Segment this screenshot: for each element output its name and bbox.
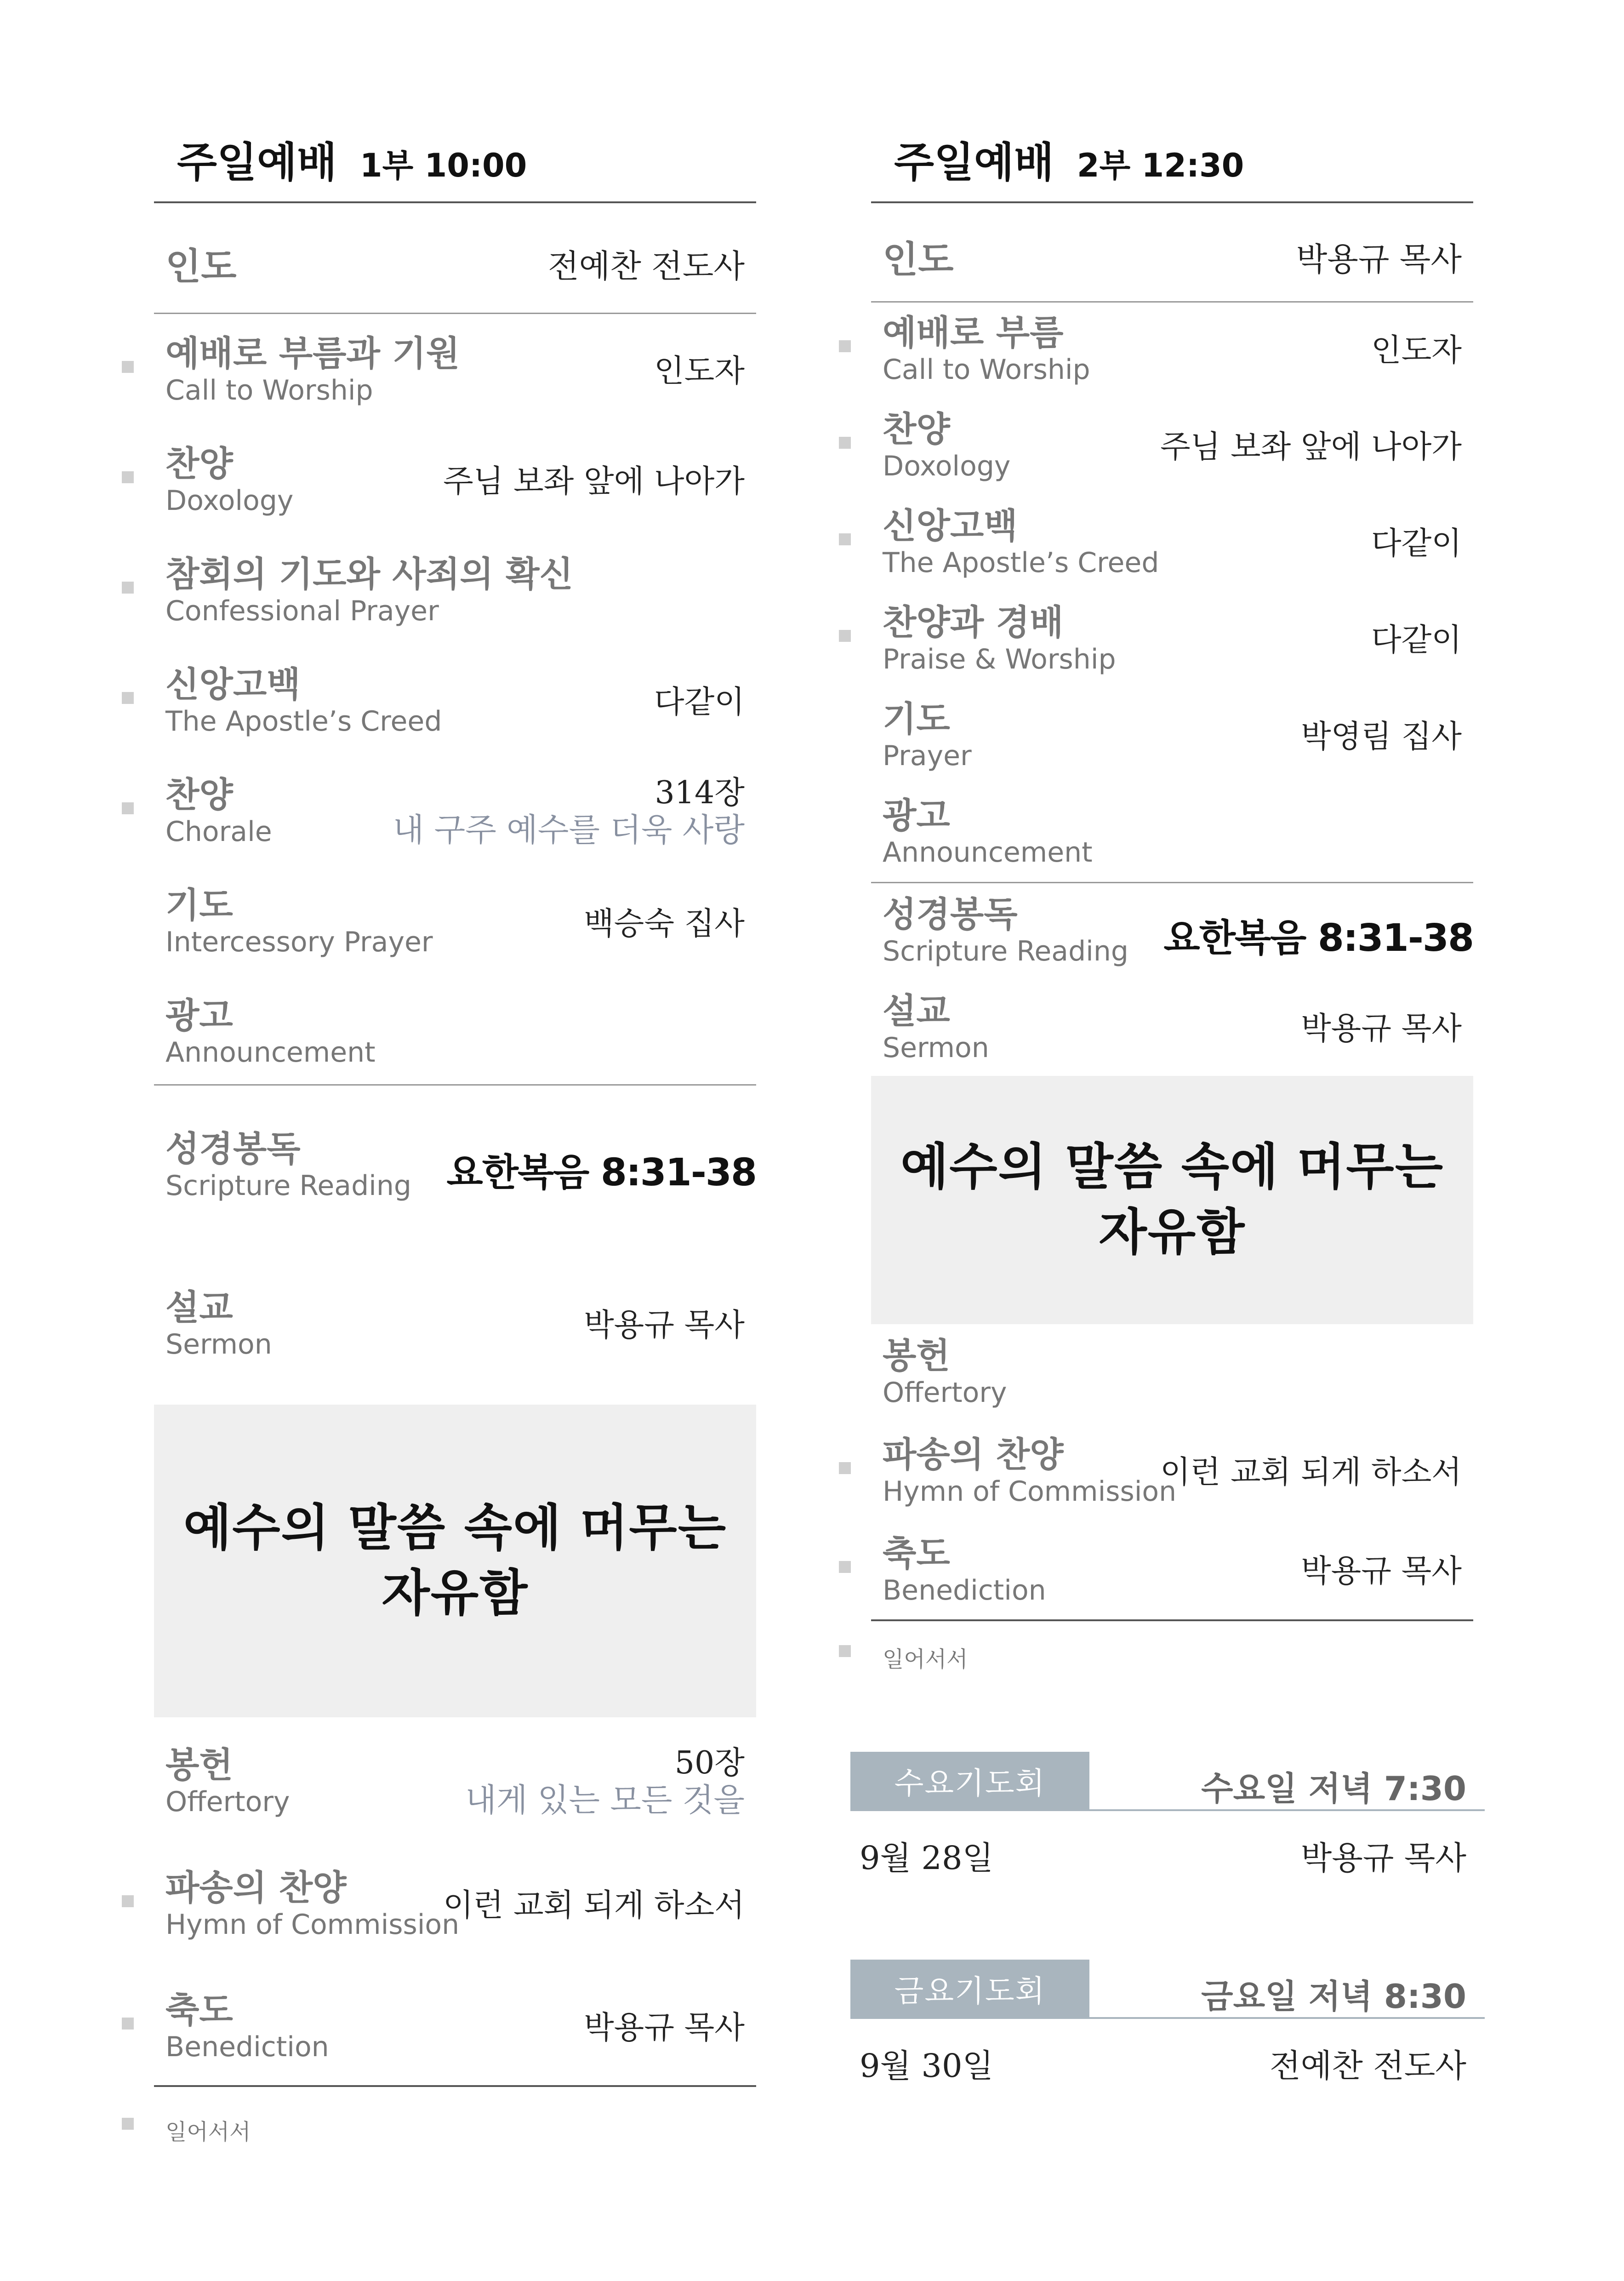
service-2-time: 2부 12:30: [1077, 147, 1244, 184]
item-value: 다같이: [1371, 622, 1462, 658]
divider: [850, 1809, 1485, 1811]
item-value: 인도자: [1371, 332, 1462, 369]
hymn-title: 내 구주 예수를 더욱 사랑: [393, 811, 745, 849]
sermon-title-line-2: 자유함: [1099, 1204, 1246, 1261]
friday-prayer-meeting: [850, 1960, 1485, 2107]
order-item-doxology: [883, 409, 1462, 483]
divider: [871, 201, 1473, 203]
item-subtitle: Call to Worship: [883, 354, 1090, 386]
item-subtitle: Sermon: [165, 1328, 272, 1361]
item-value: 박용규 목사: [583, 2010, 745, 2046]
leader-label: 인도: [883, 238, 954, 281]
bullet-icon: [839, 1561, 851, 1573]
item-subtitle: Offertory: [165, 1786, 290, 1818]
item-subtitle: Benediction: [165, 2031, 329, 2063]
scripture-reference: 요한복음 8:31-38: [1163, 916, 1473, 960]
order-item-offertory: [165, 1745, 745, 1818]
sermon-title-line-1: 예수의 말씀 속에 머무는: [183, 1499, 727, 1557]
order-item-scripture-reading: [165, 1128, 756, 1202]
item-value: 박용규 목사: [1300, 1553, 1462, 1589]
order-item-offertory: [883, 1336, 1462, 1409]
item-title: 설교: [165, 1287, 233, 1328]
bullet-icon: [122, 361, 134, 373]
item-subtitle: The Apostle’s Creed: [165, 705, 442, 737]
bullet-icon: [122, 802, 134, 814]
item-value: 이런 교회 되게 하소서: [1160, 1454, 1462, 1491]
friday-leader: 전예찬 전도사: [1270, 2047, 1466, 2085]
divider: [871, 882, 1473, 883]
item-title: 찬양: [883, 409, 950, 450]
item-subtitle: Praise & Worship: [883, 643, 1116, 675]
item-value: 다같이: [654, 684, 745, 720]
item-subtitle: Hymn of Commission: [883, 1475, 1177, 1508]
order-item-chorale: [165, 775, 745, 848]
hymn-info: [465, 1745, 745, 1818]
item-subtitle: Announcement: [883, 836, 1093, 869]
item-title: 찬양: [165, 774, 233, 815]
item-subtitle: Hymn of Commission: [165, 1909, 460, 1941]
item-title: 광고: [165, 995, 233, 1036]
order-item-benediction: [883, 1533, 1462, 1607]
bullet-icon: [122, 692, 134, 704]
sermon-title-box: [154, 1405, 756, 1717]
bullet-icon: [122, 582, 134, 594]
bullet-icon: [839, 437, 851, 449]
item-title: 설교: [883, 990, 950, 1031]
friday-label: 금요기도회: [850, 1960, 1089, 2017]
order-item-call-to-worship: [165, 333, 745, 407]
service-1-header: [177, 129, 527, 189]
bullet-icon: [839, 1462, 851, 1474]
item-subtitle: Intercessory Prayer: [165, 926, 433, 958]
item-subtitle: Scripture Reading: [165, 1170, 411, 1202]
item-subtitle: Call to Worship: [165, 374, 373, 406]
order-item-apostles-creed: [883, 506, 1462, 579]
hymn-number: 314장: [655, 775, 745, 811]
friday-time: 금요일 저녁 8:30: [1201, 1977, 1466, 2016]
bullet-icon: [122, 2018, 134, 2029]
service-1-title: 주일예배: [177, 138, 337, 187]
item-title: 찬양과 경배: [883, 602, 1064, 643]
item-value: 이런 교회 되게 하소서: [443, 1887, 745, 1924]
bullet-icon: [839, 533, 851, 545]
order-item-intercessory-prayer: [165, 885, 745, 959]
order-item-hymn-of-commission: [165, 1868, 745, 1941]
item-subtitle: The Apostle’s Creed: [883, 547, 1159, 579]
item-title: 성경봉독: [165, 1128, 301, 1169]
bullet-icon: [122, 471, 134, 483]
item-subtitle: Sermon: [883, 1032, 989, 1064]
order-item-praise-and-worship: [883, 602, 1462, 676]
item-subtitle: Prayer: [883, 740, 972, 772]
item-value: 인도자: [654, 353, 745, 389]
order-item-hymn-of-commission: [883, 1435, 1462, 1508]
item-title: 예배로 부름과 기원: [165, 333, 460, 374]
item-title: 광고: [883, 795, 950, 836]
service-1-leader: [165, 237, 745, 290]
leader-label: 인도: [165, 245, 237, 288]
order-item-benediction: [165, 1990, 745, 2064]
item-title: 파송의 찬양: [883, 1434, 1064, 1475]
stand-label: 일어서서: [165, 2119, 251, 2145]
item-subtitle: Scripture Reading: [883, 935, 1128, 967]
order-item-sermon: [165, 1287, 745, 1361]
stand-note: [165, 2114, 251, 2146]
order-item-prayer: [883, 699, 1462, 772]
wednesday-leader: 박용규 목사: [1300, 1839, 1466, 1877]
item-subtitle: Chorale: [165, 816, 272, 848]
item-title: 신앙고백: [165, 664, 301, 705]
item-subtitle: Offertory: [883, 1377, 1007, 1409]
bullet-icon: [839, 630, 851, 642]
item-subtitle: Doxology: [165, 485, 294, 517]
item-title: 기도: [883, 698, 950, 739]
item-title: 봉헌: [883, 1335, 950, 1376]
item-title: 파송의 찬양: [165, 1867, 347, 1908]
divider: [154, 201, 756, 203]
order-item-confessional-prayer: [165, 554, 745, 628]
leader-name: 전예찬 전도사: [548, 247, 745, 285]
service-2-header: [894, 129, 1244, 189]
item-subtitle: Doxology: [883, 450, 1011, 482]
item-subtitle: Announcement: [165, 1036, 376, 1069]
hymn-title: 내게 있는 모든 것을: [465, 1781, 745, 1819]
order-item-sermon: [883, 991, 1462, 1064]
item-title: 축도: [883, 1533, 950, 1574]
wednesday-label: 수요기도회: [850, 1752, 1089, 1809]
item-value: 백승숙 집사: [583, 906, 745, 942]
hymn-info: [393, 775, 745, 848]
hymn-number: 50장: [674, 1745, 745, 1781]
item-subtitle: Benediction: [883, 1574, 1046, 1606]
item-value: 다같이: [1371, 526, 1462, 562]
divider: [871, 301, 1473, 303]
service-2-title: 주일예배: [894, 138, 1054, 187]
item-value: 박용규 목사: [1300, 1011, 1462, 1047]
service-1-time: 1부 10:00: [359, 147, 527, 184]
order-item-doxology: [165, 444, 745, 517]
item-title: 예배로 부름: [883, 312, 1064, 353]
service-2-leader: [883, 230, 1462, 283]
order-item-apostles-creed: [165, 664, 745, 738]
wednesday-time: 수요일 저녁 7:30: [1201, 1769, 1466, 1808]
divider: [871, 1619, 1473, 1621]
order-item-announcement: [165, 995, 745, 1069]
bullet-icon: [122, 1895, 134, 1907]
bullet-icon: [839, 340, 851, 352]
item-title: 신앙고백: [883, 505, 1018, 546]
leader-name: 박용규 목사: [1296, 240, 1462, 278]
sermon-title: [183, 1496, 727, 1626]
sermon-title-line-1: 예수의 말씀 속에 머무는: [900, 1138, 1444, 1196]
stand-label: 일어서서: [883, 1646, 968, 1672]
sermon-title-line-2: 자유함: [382, 1565, 529, 1622]
divider: [154, 1084, 756, 1086]
order-item-scripture-reading: [883, 894, 1473, 968]
wednesday-prayer-meeting: [850, 1752, 1485, 1899]
sermon-title-box: [871, 1076, 1473, 1324]
bullet-icon: [839, 1645, 851, 1657]
divider: [154, 2085, 756, 2087]
item-value: 박영림 집사: [1300, 719, 1462, 755]
stand-note: [883, 1641, 968, 1673]
wednesday-date: 9월 28일: [860, 1839, 994, 1877]
item-title: 찬양: [165, 443, 233, 484]
item-title: 성경봉독: [883, 894, 1018, 935]
item-title: 참회의 기도와 사죄의 확신: [165, 554, 573, 595]
sermon-title: [900, 1135, 1444, 1265]
item-value: 주님 보좌 앞에 나아가: [443, 463, 745, 500]
divider: [850, 2017, 1485, 2019]
friday-date: 9월 30일: [860, 2047, 994, 2085]
item-value: 박용규 목사: [583, 1307, 745, 1343]
item-title: 기도: [165, 885, 233, 926]
item-title: 봉헌: [165, 1744, 233, 1785]
scripture-reference: 요한복음 8:31-38: [446, 1151, 756, 1195]
order-item-announcement: [883, 795, 1462, 869]
item-subtitle: Confessional Prayer: [165, 595, 439, 627]
item-title: 축도: [165, 1989, 233, 2030]
order-item-call-to-worship: [883, 313, 1462, 386]
item-value: 주님 보좌 앞에 나아가: [1160, 429, 1462, 465]
divider: [154, 313, 756, 314]
bullet-icon: [122, 2118, 134, 2130]
